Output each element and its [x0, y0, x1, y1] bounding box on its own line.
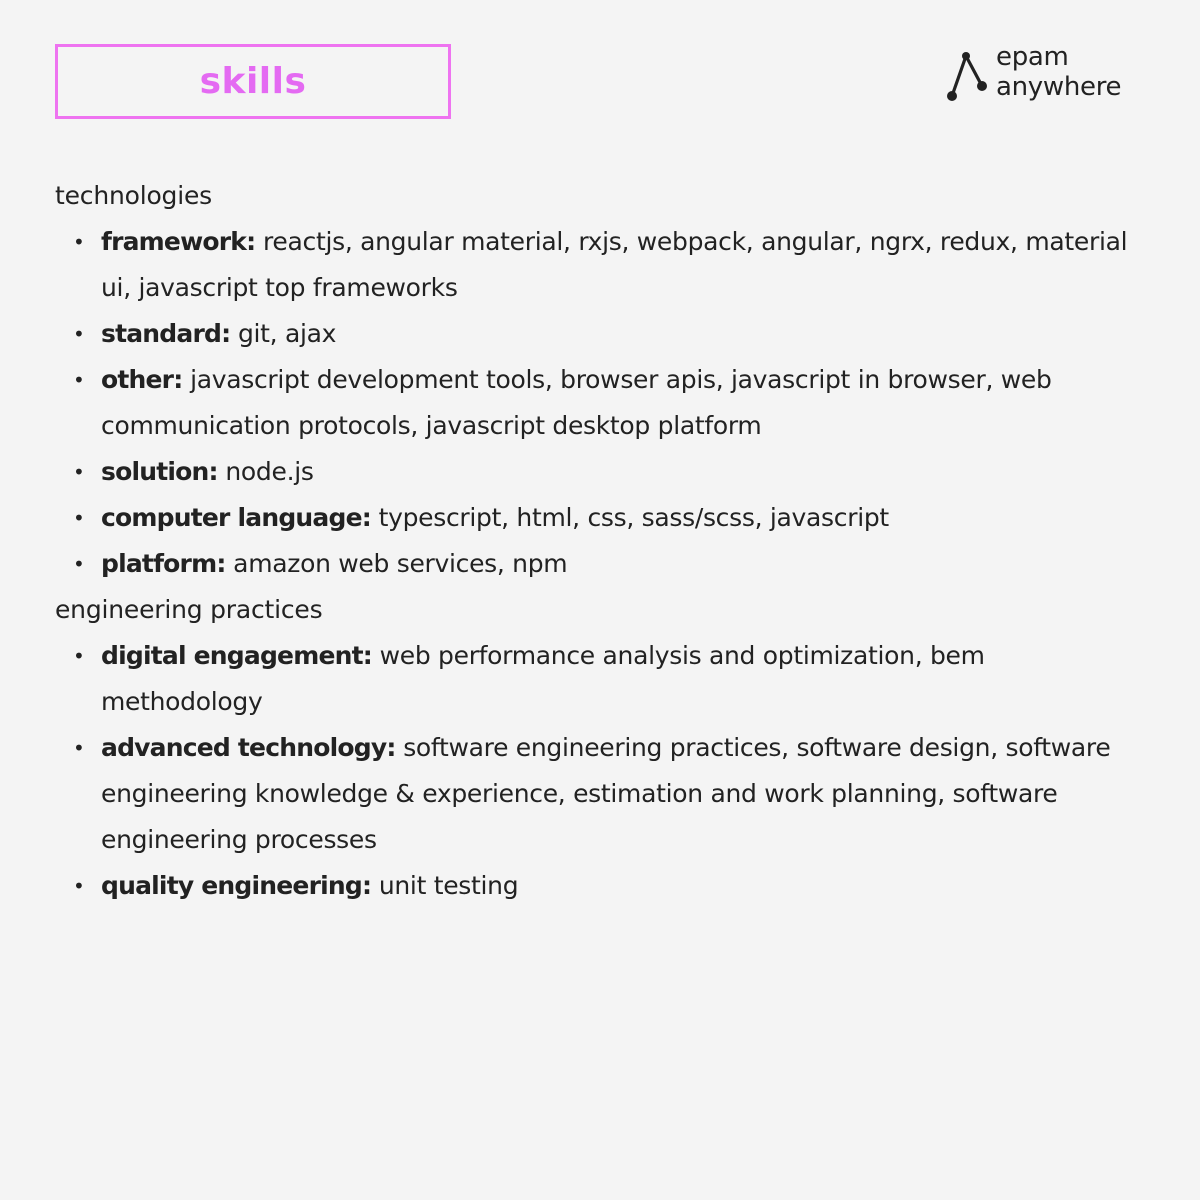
bullet-icon: • [73, 460, 85, 484]
list-item [55, 495, 1145, 541]
logo-line-1: epam [996, 42, 1069, 72]
list-item [55, 541, 1145, 587]
skill-values: unit testing [378, 871, 519, 900]
skill-category: advanced technology: [101, 733, 396, 762]
technologies-list [55, 219, 1145, 587]
section-heading-technologies: technologies [55, 181, 212, 210]
bullet-icon: • [73, 874, 85, 898]
skill-values: typescript, html, css, sass/scss, javascript [378, 503, 889, 532]
skill-category: digital engagement: [101, 641, 372, 670]
skill-category: framework: [101, 227, 256, 256]
skill-values: node.js [225, 457, 314, 486]
logo-wordmark [996, 42, 1121, 102]
skill-category: platform: [101, 549, 226, 578]
list-item [55, 311, 1145, 357]
bullet-icon: • [73, 736, 85, 760]
skill-values: reactjs, angular material, rxjs, webpack, angular, ngrx, redux, material ui, javascript top frameworks [101, 227, 1128, 302]
section-heading-engineering-practices: engineering practices [55, 595, 323, 624]
bullet-icon: • [73, 506, 85, 530]
bullet-icon: • [73, 230, 85, 254]
logo-line-2: anywhere [996, 72, 1122, 102]
engineering-practices-list [55, 633, 1145, 909]
page-title: skills [199, 60, 307, 102]
skill-category: other: [101, 365, 183, 394]
epam-anywhere-logo [944, 42, 1144, 106]
title-box [55, 44, 451, 119]
skills-content [55, 173, 1145, 909]
list-item [55, 357, 1145, 449]
skill-values: software engineering practices, software design, software engineering knowledge & experience, estimation and work planning, software engineering processes [101, 733, 1111, 854]
skill-values: git, ajax [237, 319, 337, 348]
list-item [55, 449, 1145, 495]
epam-anywhere-logo-icon [944, 46, 988, 102]
skill-values: amazon web services, npm [233, 549, 568, 578]
skill-category: quality engineering: [101, 871, 372, 900]
bullet-icon: • [73, 644, 85, 668]
bullet-icon: • [73, 322, 85, 346]
skill-category: computer language: [101, 503, 371, 532]
skill-category: standard: [101, 319, 231, 348]
skill-values: web performance analysis and optimization, bem methodology [101, 641, 985, 716]
list-item [55, 219, 1145, 311]
list-item [55, 863, 1145, 909]
bullet-icon: • [73, 552, 85, 576]
list-item [55, 725, 1145, 863]
bullet-icon: • [73, 368, 85, 392]
skill-values: javascript development tools, browser apis, javascript in browser, web communication protocols, javascript desktop platform [101, 365, 1052, 440]
skill-category: solution: [101, 457, 218, 486]
list-item [55, 633, 1145, 725]
